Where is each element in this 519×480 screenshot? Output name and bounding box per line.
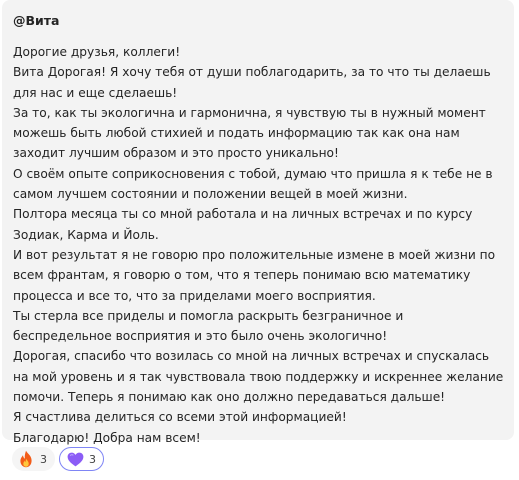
fire-icon: [17, 450, 35, 468]
message-paragraph: О своём опыте соприкосновения с тобой, думаю что пришла я к тебе не в самом лучшем состоянии и положении вещей в моей жизни.: [13, 166, 493, 202]
message-paragraph: И вот результат я не говорю про положительные измене в моей жизни по всем франтам, я говорю о том, что я теперь понимаю всю математику процесса и все то, что за приделами моего восприятия.: [13, 247, 496, 303]
reactions-bar: [12, 447, 104, 471]
message-author-mention[interactable]: @Вита: [13, 13, 60, 28]
purple-heart-icon: [66, 450, 84, 468]
heart-reaction-button[interactable]: [59, 447, 104, 471]
message-paragraph: Вита Дорогая! Я хочу тебя от души поблагодарить, за то что ты делаешь для нас и еще сделаешь!: [13, 65, 491, 100]
message-paragraph: Дорогая, спасибо что возилась со мной на личных встречах и спускалась на мой уровень и я так чувствовала твою поддержку и искреннее желание помочи. Теперь я понимаю как оно должно передаваться дальше!: [13, 349, 504, 405]
fire-reaction-button[interactable]: [12, 447, 55, 471]
message-paragraph: Я счастлива делиться со всеми этой информацией!: [13, 410, 347, 425]
message-body: [13, 42, 504, 448]
message-paragraph: Благодарю! Добра нам всем!: [13, 430, 201, 445]
fire-reaction-count: 3: [40, 452, 47, 466]
message-paragraph: Ты стерла все приделы и помогла раскрыть безграничное и беспредельное восприятия и это было очень экологично!: [13, 308, 404, 344]
message-bubble: [2, 0, 514, 445]
message-paragraph: За то, как ты экологична и гармонична, я чувствую ты в нужный момент можешь быть любой стихией и подать информацию так как она нам заходит лучшим образом и это просто уникально!: [13, 105, 486, 161]
heart-reaction-count: 3: [89, 452, 96, 466]
message-paragraph: Полтора месяца ты со мной работала и на личных встречах и по курсу Зодиак, Карма и Йоль.: [13, 207, 473, 242]
message-paragraph: Дорогие друзья, коллеги!: [13, 45, 181, 59]
